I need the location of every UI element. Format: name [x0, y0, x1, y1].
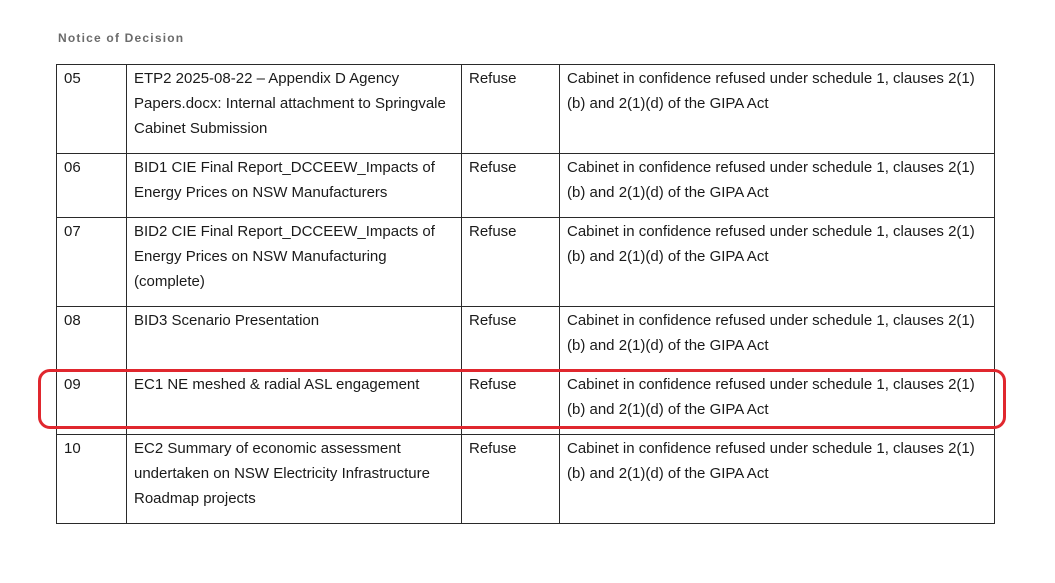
table-row	[57, 154, 995, 218]
decision: Refuse	[462, 307, 560, 371]
row-number: 08	[57, 307, 127, 371]
table-row-highlighted	[57, 371, 995, 435]
row-number: 07	[57, 218, 127, 307]
decision-reason: Cabinet in confidence refused under schedule 1, clauses 2(1)(b) and 2(1)(d) of the GIPA Act	[560, 218, 995, 307]
document-name: EC1 NE meshed & radial ASL engagement	[127, 371, 462, 435]
row-number: 10	[57, 435, 127, 524]
decision: Refuse	[462, 435, 560, 524]
decision-reason: Cabinet in confidence refused under schedule 1, clauses 2(1)(b) and 2(1)(d) of the GIPA Act	[560, 307, 995, 371]
document-name: BID1 CIE Final Report_DCCEEW_Impacts of Energy Prices on NSW Manufacturers	[127, 154, 462, 218]
document-name: BID3 Scenario Presentation	[127, 307, 462, 371]
decision: Refuse	[462, 65, 560, 154]
table-row	[57, 435, 995, 524]
page-title: Notice of Decision	[58, 31, 185, 45]
table-row	[57, 65, 995, 154]
decision-reason: Cabinet in confidence refused under schedule 1, clauses 2(1)(b) and 2(1)(d) of the GIPA Act	[560, 371, 995, 435]
decision-reason: Cabinet in confidence refused under schedule 1, clauses 2(1)(b) and 2(1)(d) of the GIPA Act	[560, 154, 995, 218]
decision: Refuse	[462, 371, 560, 435]
document-name: EC2 Summary of economic assessment undertaken on NSW Electricity Infrastructure Roadmap projects	[127, 435, 462, 524]
decision: Refuse	[462, 218, 560, 307]
row-number: 05	[57, 65, 127, 154]
row-number: 06	[57, 154, 127, 218]
decision-reason: Cabinet in confidence refused under schedule 1, clauses 2(1)(b) and 2(1)(d) of the GIPA Act	[560, 435, 995, 524]
document-name: ETP2 2025-08-22 – Appendix D Agency Papers.docx: Internal attachment to Springvale Cabinet Submission	[127, 65, 462, 154]
table-row	[57, 307, 995, 371]
row-number: 09	[57, 371, 127, 435]
table-row	[57, 218, 995, 307]
decision-table	[56, 64, 995, 524]
decision-reason: Cabinet in confidence refused under schedule 1, clauses 2(1)(b) and 2(1)(d) of the GIPA Act	[560, 65, 995, 154]
decision: Refuse	[462, 154, 560, 218]
document-name: BID2 CIE Final Report_DCCEEW_Impacts of Energy Prices on NSW Manufacturing (complete)	[127, 218, 462, 307]
